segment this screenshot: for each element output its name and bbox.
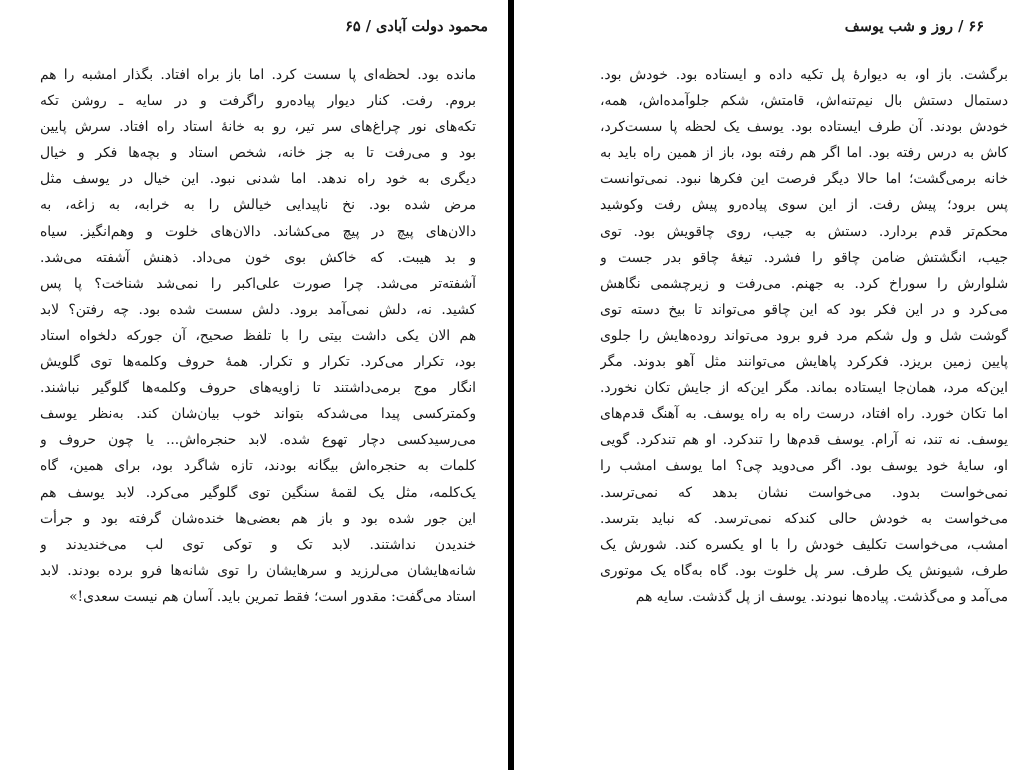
text-line: بود، تکرار می‌کرد. تکرار و تکرار. همهٔ حروف وکلمه‌ها توی گلویش <box>40 354 476 371</box>
text-line: بروم. رفت. کنار دیوار پیاده‌رو راگرفت و در سایه ـ روشن تکه <box>40 93 476 110</box>
text-line: یک‌کلمه، مثل یک لقمهٔ سنگین توی گلوگیر می‌کرد. لابد یوسف هم <box>40 484 476 501</box>
text-line: کشید. نه، دلش نمی‌آمد برود. دلش سست شده بود. چه رفتن؟ لابد <box>40 301 476 318</box>
text-line: شلوارش را سوراخ کرد. به جهنم. می‌رفت و زیرچشمی نگاهش <box>600 275 1008 292</box>
text-line: جیب، انگشتش ضامن چاقو را فشرد. تیغهٔ چاقو بدر جست و <box>600 249 1008 266</box>
text-line: می‌آمد و می‌گذشت. پیاده‌ها نبودند. یوسف از پل گذشت. سایه هم <box>635 588 1008 605</box>
text-line: دالان‌های پیچ در پیچ می‌کشاند. دالان‌های خلوت و وهم‌انگیز. سیاه <box>40 223 476 240</box>
text-line: این جور شده بود و باز هم بعضی‌ها خنده‌شان گرفته بود و جرأت <box>40 510 476 527</box>
text-line: پس برود؛ پیش رفت. از این سوی پیاده‌رو پیش رفت وکوشید <box>600 197 1008 214</box>
text-line: دستمال دستش بال نیم‌تنه‌اش، قامتش، شکم جلوآمده‌اش، همه، <box>600 93 1008 110</box>
text-line: می‌رسیدکسی دچار تهوع شده. لابد حنجره‌اش... یا چون حروف و <box>40 432 476 449</box>
text-line: هم الان یکی داشت بیتی را با تلفظ صحیح، آن جورکه دلخواه استاد <box>40 327 476 344</box>
text-line: استاد می‌گفت: مقدور است؛ فقط تمرین باید. آسان هم نیست سعدی!» <box>69 588 476 605</box>
text-line: خندیدن نداشتند. لابد تک و توکی توی لب می‌خندیدند و <box>40 536 476 553</box>
text-line: دیگری به خود راه ندهد. اما شدنی نبود. این خیال در یوسف مثل <box>40 171 476 188</box>
left-page-body <box>40 62 476 610</box>
text-line: طرف، شیونش یک طرف. سر پل خلوت بود. گاه به‌گاه یک موتوری <box>600 562 1008 579</box>
left-page-header: محمود دولت آبادی / ۶۵ <box>345 18 488 35</box>
text-line: کاش به درس رفته بود. اما اگر هم رفته بود، باز از همین راه باید به <box>600 145 1008 162</box>
text-line: این‌که مرد، همان‌جا ایستاده بماند. مگر این‌که از جایش تکان نخورد. <box>600 380 1008 397</box>
text-line: پایین زمین بریزد. فکرکرد پاهایش می‌توانند مثل آهو بدوند. مگر <box>600 354 1008 371</box>
right-page-body <box>600 62 1008 610</box>
right-page-header: ۶۶ / روز و شب یوسف <box>844 18 984 35</box>
text-line: خودش بودند. آن طرف ایستاده بود. یوسف یک لحظه پا سست‌کرد، <box>600 119 1008 136</box>
text-line: نمی‌خواست بدود. می‌خواست نشان بدهد که نمی‌ترسد. <box>600 484 1008 501</box>
text-line: مرض شده بود. نخ ناپیدایی خیالش را به خرابه، به زاغه، به <box>40 197 476 214</box>
text-line: شانه‌هایشان می‌لرزید و سرهایشان را توی شانه‌ها فرو برده بودند. لابد <box>40 562 476 579</box>
text-line: و بد هیبت. که خاکش بوی خون می‌داد. ذهنش آشفته می‌شد. <box>40 249 476 266</box>
text-line: کلمات به حنجره‌اش بیگانه بودند، تازه شاگرد بود، برای همین، گاه <box>40 458 476 475</box>
text-line: او، سایهٔ خود یوسف بود. اگر می‌دوید چی؟ اما یوسف امشب را <box>600 458 1008 475</box>
text-line: وکمترکسی پیدا می‌شدکه بتواند خوب بیان‌شان کند. به‌نظر یوسف <box>40 406 476 423</box>
text-line: گوشت شل و ول شکم مرد فرو برود می‌تواند روده‌هایش را جلوی <box>600 327 1008 344</box>
text-line: امشب، می‌خواست تکلیف خودش را با او یکسره کند. شورش یک <box>600 536 1008 553</box>
text-line: اما تکان خورد. راه افتاد، درست راه به راه یوسف. به آهنگ قدم‌های <box>600 406 1008 423</box>
right-page <box>514 0 1024 770</box>
text-line: بود و می‌رفت تا به جز خانه، شخص استاد و بچه‌ها فکر و خیال <box>40 145 476 162</box>
text-line: تکه‌های نور چراغ‌های سر تیر، رو به خانهٔ استاد راه افتاد. سرش پایین <box>40 119 476 136</box>
text-line: محکم‌تر قدم بردارد. دستش به جیب، روی چاقویش بود. توی <box>600 223 1008 240</box>
text-line: خانه برمی‌گشت؛ اما حالا دیگر فرصت این فکرها نبود. نمی‌توانست <box>600 171 1008 188</box>
text-line: می‌خواست به خودش حالی کندکه نمی‌ترسد. که نباید بترسد. <box>600 510 1008 527</box>
left-page <box>0 0 508 770</box>
text-line: یوسف. نه تند، نه آرام. یوسف قدم‌ها را تندکرد. او هم تندکرد. گویی <box>600 432 1008 449</box>
text-line: مانده بود. لحظه‌ای پا سست کرد. اما باز براه افتاد. بگذار امشبه را هم <box>40 67 476 83</box>
text-line: می‌کرد و در این فکر بود که این چاقو می‌تواند تا بیخ دسته توی <box>600 301 1008 318</box>
text-line: آشفته‌تر می‌شد. چرا صورت علی‌اکبر را نمی‌شد شناخت؟ پا پس <box>40 275 476 292</box>
text-line: انگار موج برمی‌داشتند تا زاویه‌های حروف وکلمه‌ها گلوگیر نباشند. <box>40 380 476 397</box>
text-line: برگشت. باز او، به دیوارهٔ پل تکیه داده و ایستاده بود. خودش بود. <box>600 67 1008 83</box>
